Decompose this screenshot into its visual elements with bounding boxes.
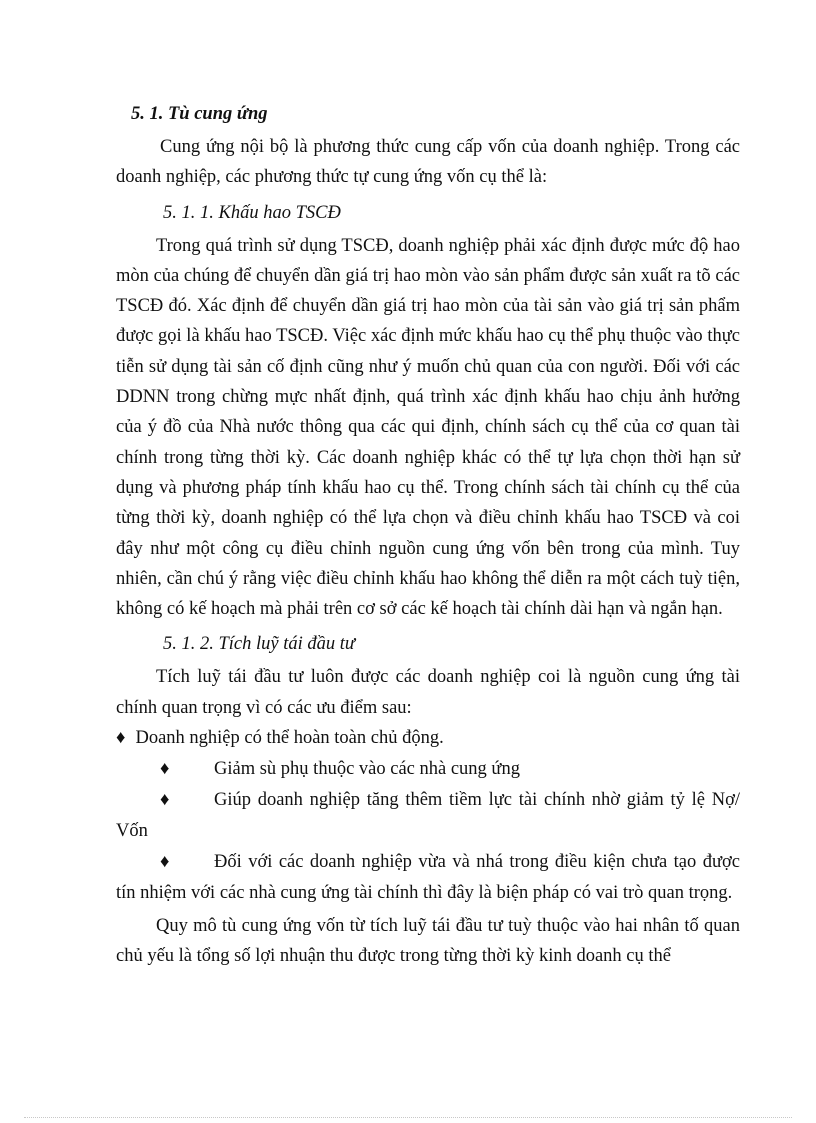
bullet-item (116, 847, 740, 909)
reinvestment-intro-paragraph: Tích luỹ tái đầu tư luôn được các doanh nghiệp coi là nguồn cung ứng tài chính quan trọng vì có các ưu điểm sau: (116, 667, 740, 718)
closing-paragraph: Quy mô tù cung ứng vốn từ tích luỹ tái đầu tư tuỳ thuộc vào hai nhân tố quan chủ yếu là tổng số lợi nhuận thu được trong từng thời kỳ kinh doanh cụ thể (116, 916, 740, 967)
diamond-bullet-icon: ♦ (116, 728, 126, 749)
diamond-bullet-icon: ♦ (160, 790, 170, 811)
bullet-item (116, 723, 740, 754)
bullet-item (116, 754, 740, 785)
section-heading: 5. 1. Tù cung ứng (131, 104, 268, 124)
diamond-bullet-icon: ♦ (160, 852, 170, 873)
diamond-bullet-icon: ♦ (160, 759, 170, 780)
depreciation-paragraph: Trong quá trình sử dụng TSCĐ, doanh nghiệp phải xác định được mức độ hao mòn của chúng để chuyển dần giá trị hao mòn vào sản phẩm được sản xuất ra tõ các TSCĐ đó. Xác định để chuyển dần giá trị hao mòn của tài sản vào giá trị sản phẩm được gọi là khấu hao TSCĐ. Việc xác định mức khấu hao cụ thể phụ thuộc vào thực tiễn sử dụng tài sản cố định cũng như ý muốn chủ quan của con người. Đối với các DDNN trong chừng mực nhất định, quá trình xác định khấu hao chịu ảnh hưởng của ý đồ của Nhà nước thông qua các qui định, chính sách cụ thể của cơ quan tài chính trong từng thời kỳ. Các doanh nghiệp khác có thể tự lựa chọn thời hạn sử dụng và phương pháp tính khấu hao cụ thể. Trong chính sách tài chính cụ thể của từng thời kỳ, doanh nghiệp có thể lựa chọn và điều chỉnh khấu hao TSCĐ và coi đây như một công cụ điều chỉnh nguồn cung ứng vốn bên trong của mình. Tuy nhiên, cần chú ý rằng việc điều chỉnh khấu hao không thể diễn ra một cách tuỳ tiện, không có kế hoạch mà phải trên cơ sở các kế hoạch tài chính dài hạn và ngắn hạn. (116, 235, 740, 620)
bullet-text: Giảm sù phụ thuộc vào các nhà cung ứng (214, 759, 520, 780)
intro-paragraph: Cung ứng nội bộ là phương thức cung cấp vốn của doanh nghiệp. Trong các doanh nghiệp, các phương thức tự cung ứng vốn cụ thể là: (116, 137, 740, 188)
bullet-item (116, 785, 740, 847)
subsection-heading-depreciation: 5. 1. 1. Khấu hao TSCĐ (163, 202, 341, 223)
bullet-text: Đối với các doanh nghiệp vừa và nhá trong điều kiện chưa tạo được tín nhiệm với các nhà cung ứng tài chính thì đây là biện pháp có vai trò quan trọng. (116, 852, 740, 904)
page-bottom-divider (24, 1117, 792, 1118)
bullet-text: Giúp doanh nghiệp tăng thêm tiềm lực tài chính nhờ giảm tỷ lệ Nợ/ Vốn (116, 790, 740, 842)
document-page (116, 96, 740, 972)
subsection-heading-reinvestment: 5. 1. 2. Tích luỹ tái đầu tư (163, 634, 356, 655)
bullet-text: Doanh nghiệp có thể hoàn toàn chủ động. (135, 728, 444, 749)
